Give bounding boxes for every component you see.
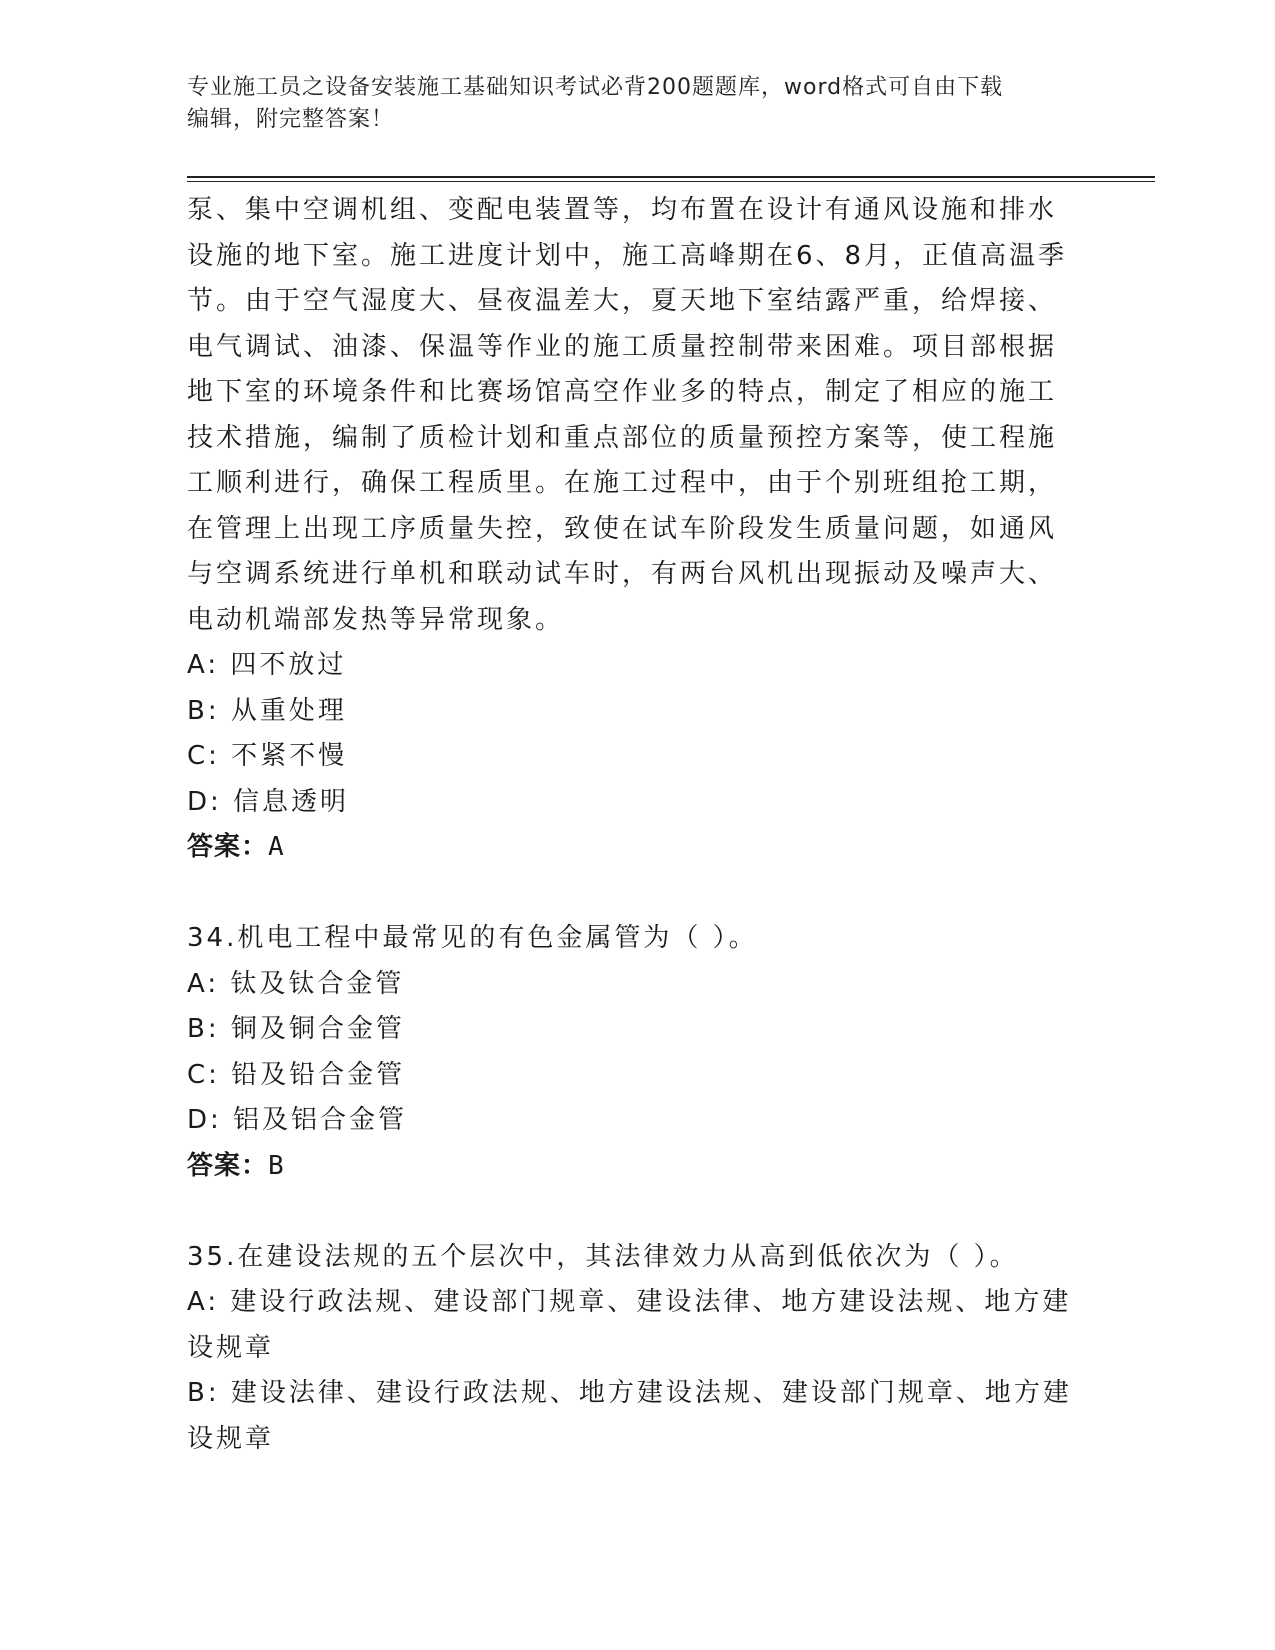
header-title-line-1: 专业施工员之设备安装施工基础知识考试必背200题题库，word格式可自由下载 [187, 75, 1004, 100]
answer-label: 答案： [187, 1150, 269, 1181]
option-a: A: 建设行政法规、建设部门规章、建设法律、地方建设法规、地方建 [187, 1287, 1072, 1317]
question-stem-line: 泵、集中空调机组、变配电装置等，均布置在设计有通风设施和排水 [187, 195, 1058, 225]
question-content [187, 188, 1087, 1462]
question-stem-line: 电气调试、油漆、保温等作业的施工质量控制带来困难。项目部根据 [187, 331, 1058, 362]
question-stem: 35.在建设法规的五个层次中，其法律效力从高到低依次为（ ）。 [187, 1241, 1019, 1272]
option-b-continued: 设规章 [187, 1423, 275, 1454]
question-stem-line: 在管理上出现工序质量失控，致使在试车阶段发生质量问题，如通风 [187, 513, 1058, 544]
question-stem: 34.机电工程中最常见的有色金属管为（ ）。 [187, 923, 758, 953]
question-33 [187, 188, 1087, 871]
question-stem-line: 技术措施，编制了质检计划和重点部位的质量预控方案等，使工程施 [187, 422, 1058, 453]
answer-value: A [268, 832, 285, 862]
option-a: A: 四不放过 [187, 650, 347, 680]
question-gap [187, 871, 1087, 917]
option-b: B: 铜及铜合金管 [187, 1014, 405, 1044]
answer-line [187, 825, 1087, 871]
option-c: C: 铅及铅合金管 [187, 1059, 406, 1090]
question-gap [187, 1189, 1087, 1235]
question-stem-line: 设施的地下室。施工进度计划中，施工高峰期在6、8月，正值高温季 [187, 240, 1068, 271]
option-b: B: 建设法律、建设行政法规、地方建设法规、建设部门规章、地方建 [187, 1378, 1072, 1408]
question-stem-line: 工顺利进行，确保工程质里。在施工过程中，由于个别班组抢工期， [187, 468, 1058, 498]
option-b: B: 从重处理 [187, 695, 347, 726]
option-a: A: 钛及钛合金管 [187, 968, 405, 999]
answer-value: B [268, 1150, 285, 1181]
option-a-continued: 设规章 [187, 1332, 275, 1363]
answer-line [187, 1144, 1087, 1190]
question-35 [187, 1235, 1087, 1463]
question-stem-line: 与空调系统进行单机和联动试车时，有两台风机出现振动及噪声大、 [187, 559, 1058, 589]
question-34 [187, 916, 1087, 1189]
page-header [187, 72, 1087, 136]
question-stem-line: 地下室的环境条件和比赛场馆高空作业多的特点，制定了相应的施工 [187, 377, 1058, 407]
option-d: D: 铝及铝合金管 [187, 1105, 408, 1135]
question-stem-line: 节。由于空气湿度大、昼夜温差大，夏天地下室结露严重，给焊接、 [187, 286, 1058, 316]
option-d: D: 信息透明 [187, 786, 350, 817]
header-title-line-2: 编辑，附完整答案！ [187, 107, 395, 132]
option-c: C: 不紧不慢 [187, 741, 348, 771]
answer-label: 答案： [187, 832, 269, 862]
header-divider-thin [187, 181, 1155, 182]
question-stem-line: 电动机端部发热等异常现象。 [187, 604, 565, 635]
header-divider [187, 176, 1155, 178]
